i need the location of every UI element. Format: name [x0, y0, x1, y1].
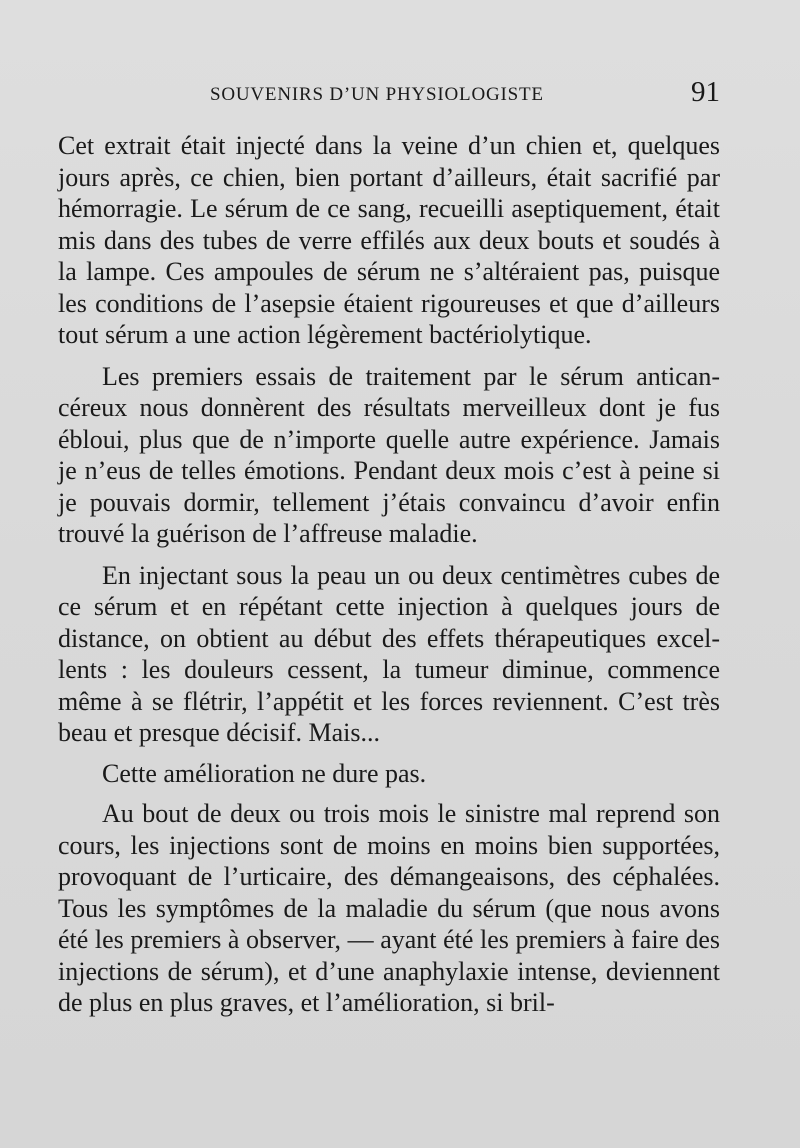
running-title: SOUVENIRS D’UN PHYSIOLOGISTE [210, 84, 544, 105]
paragraph-2: Les premiers essais de traitement par le sérum anticancéreux nous donnèrent des résultats merveilleux dont je fus ébloui, plus que de n’importe quelle autre expérience. Jamais je n’eus de telles émotions. Pendant deux mois c’est à peine si je pouvais dormir, tellement j’étais convaincu d’avoir enfin trouvé la guérison de l’affreuse maladie. [58, 361, 720, 548]
page-header [60, 78, 720, 112]
body-text [58, 130, 720, 1019]
paragraph-5: Au bout de deux ou trois mois le sinistre mal reprend son cours, les injections sont de moins en moins bien supportées, provoquant de l’urticaire, des démangeaisons, des céphalées. Tous les symptômes de la maladie du sérum (que nous avons été les premiers à observer, — ayant été les premiers à faire des injections de sérum), et d’une anaphylaxie intense, deviennent de plus en plus graves, et l’amélioration, si bril- [58, 799, 720, 1017]
page-number: 91 [691, 76, 720, 108]
paragraph-4: Cette amélioration ne dure pas. [102, 758, 427, 788]
paragraph-3: En injectant sous la peau un ou deux centimètres cubes de ce sérum et en répétant cette injection à quelques jours de distance, on obtient au début des effets thérapeutiques excellents : les douleurs cessent, la tumeur diminue, commence même à se flétrir, l’appétit et les forces reviennent. C’est très beau et presque décisif. Mais... [58, 560, 720, 747]
paragraph-1: Cet extrait était injecté dans la veine d’un chien et, quelques jours après, ce chien, bien portant d’ailleurs, était sacrifié par hémorragie. Le sérum de ce sang, recueilli aseptiquement, était mis dans des tubes de verre effilés aux deux bouts et soudés à la lampe. Ces ampoules de sérum ne s’altéraient pas, puisque les conditions de l’asepsie étaient rigoureuses et que d’ailleurs tout sérum a une action légèrement bactériolytique. [58, 131, 720, 349]
